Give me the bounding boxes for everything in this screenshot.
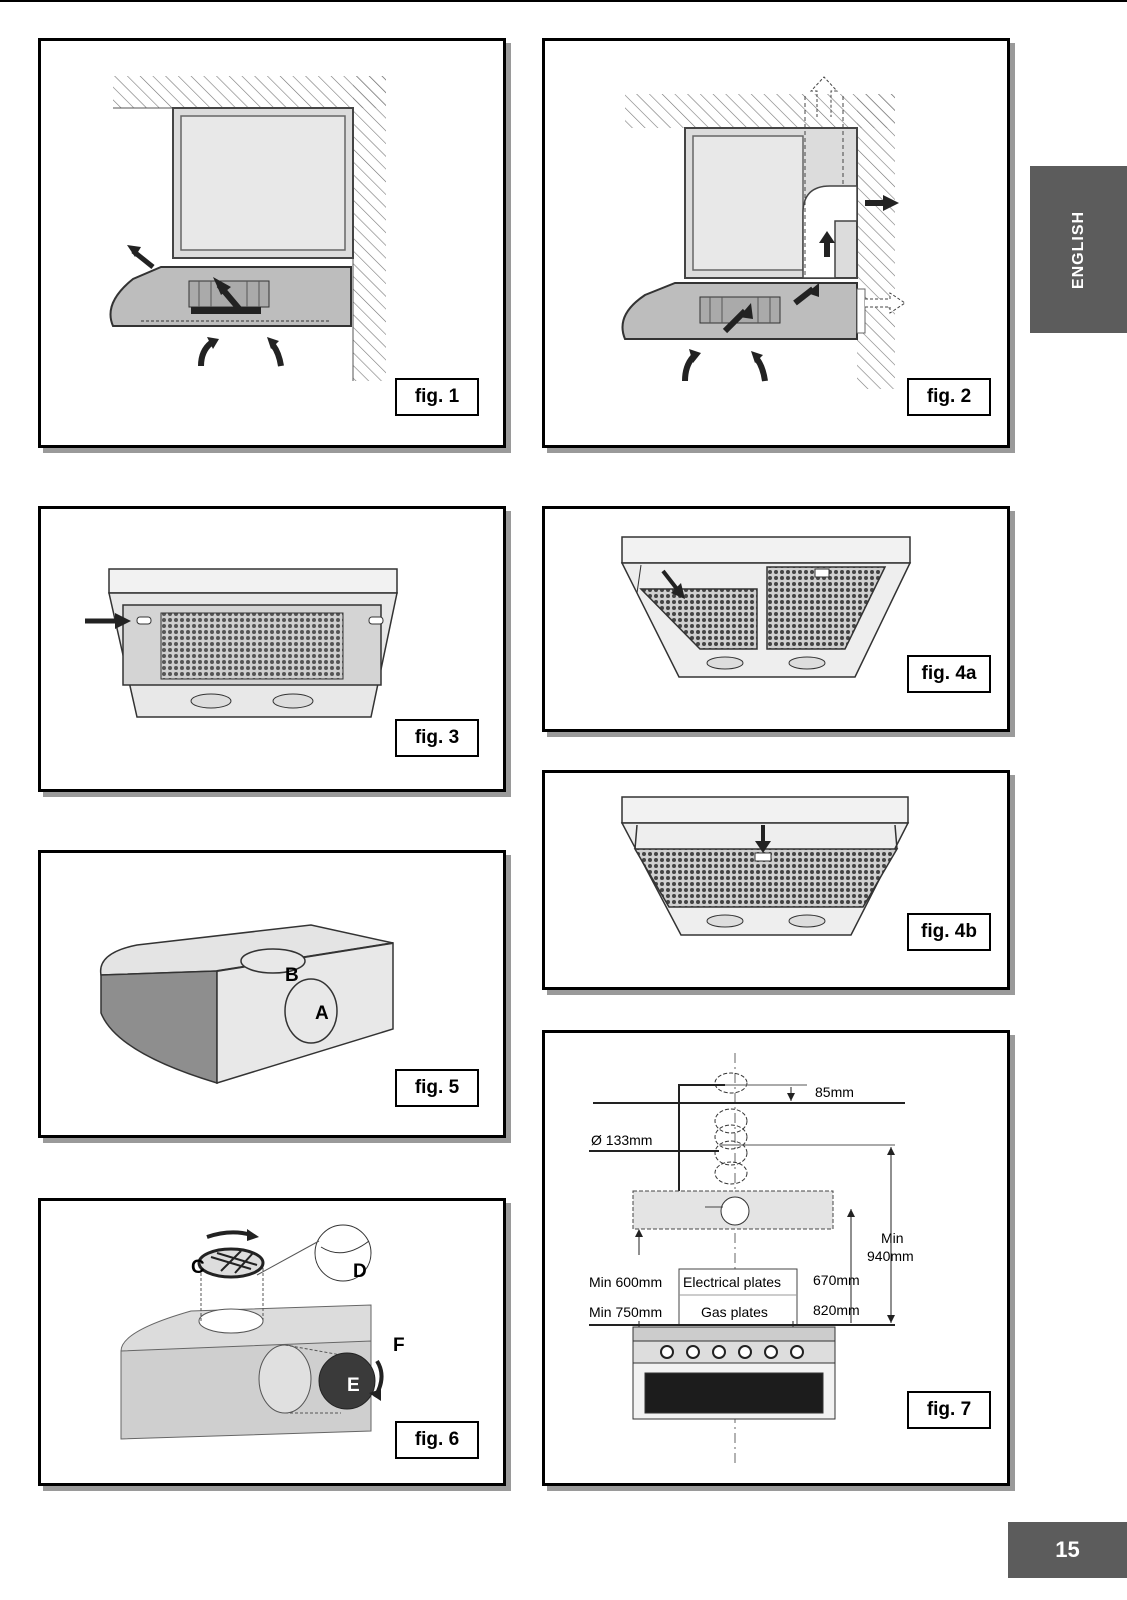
- figure-4b-label: fig. 4b: [907, 913, 991, 951]
- label-a: A: [315, 1003, 329, 1024]
- figure-6-panel: [38, 1198, 506, 1486]
- gas-plates: Gas plates: [701, 1304, 768, 1320]
- figure-4a-label: fig. 4a: [907, 655, 991, 693]
- figure-2-panel: [542, 38, 1010, 448]
- figure-4b-panel: [542, 770, 1010, 990]
- language-label: ENGLISH: [1069, 210, 1087, 289]
- dim-min-750mm: Min 750mm: [589, 1304, 663, 1320]
- label-d: D: [353, 1261, 367, 1282]
- figure-2-label: fig. 2: [907, 378, 991, 416]
- figure-7-panel: [542, 1030, 1010, 1486]
- figure-1-panel: [38, 38, 506, 448]
- figure-6-label: fig. 6: [395, 1421, 479, 1459]
- figure-4b-illustration: [545, 773, 1007, 987]
- dim-85mm: 85mm: [815, 1084, 854, 1100]
- figure-3-panel: [38, 506, 506, 792]
- figure-4a-panel: [542, 506, 1010, 732]
- dim-diameter-133mm: Ø 133mm: [591, 1132, 653, 1148]
- label-f: F: [393, 1335, 405, 1356]
- figure-7-label: fig. 7: [907, 1391, 991, 1429]
- label-e: E: [347, 1375, 360, 1396]
- dim-940mm: 940mm: [867, 1248, 914, 1264]
- figure-5-panel: [38, 850, 506, 1138]
- electrical-plates: Electrical plates: [683, 1274, 782, 1290]
- label-c: C: [191, 1257, 205, 1278]
- dim-670mm: 670mm: [813, 1272, 860, 1288]
- label-b: B: [285, 965, 299, 986]
- dim-min-label: Min: [881, 1230, 904, 1246]
- page-number: 15: [1008, 1522, 1127, 1578]
- top-rule: [0, 0, 1127, 2]
- figure-4a-illustration: [545, 509, 1007, 729]
- language-tab: [1030, 166, 1127, 333]
- figure-1-label: fig. 1: [395, 378, 479, 416]
- figure-5-label: fig. 5: [395, 1069, 479, 1107]
- dim-820mm: 820mm: [813, 1302, 860, 1318]
- dim-min-600mm: Min 600mm: [589, 1274, 663, 1290]
- figure-3-label: fig. 3: [395, 719, 479, 757]
